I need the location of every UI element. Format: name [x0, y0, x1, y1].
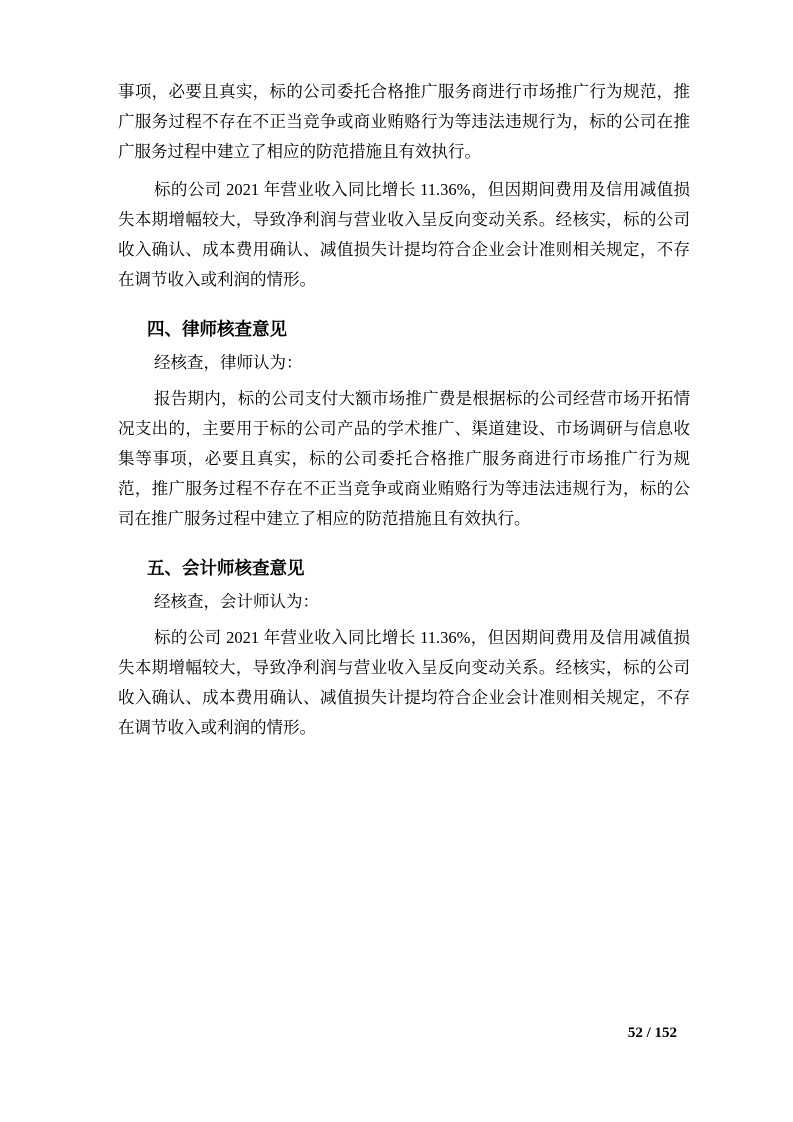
- section-heading-lawyer-opinion: 四、律师核查意见: [147, 319, 287, 339]
- page-content: [118, 77, 690, 751]
- lawyer-opinion-lead: 经核查，律师认为：: [154, 353, 303, 372]
- section-heading-accountant-opinion: 五、会计师核查意见: [147, 558, 305, 578]
- accountant-opinion-body: 标的公司 2021 年营业收入同比增长 11.36%，但因期间费用及信用减值损失本期增幅较大，导致净利润与营业收入呈反向变动关系。经核实，标的公司收入确认、成本费用确认、减值损失计提均符合企业会计准则相关规定，不存在调节收入或利润的情形。: [118, 628, 690, 737]
- page-number: 52 / 152: [627, 1025, 677, 1041]
- lawyer-opinion-body: 报告期内，标的公司支付大额市场推广费是根据标的公司经营市场开拓情况支出的，主要用于标的公司产品的学术推广、渠道建设、市场调研与信息收集等事项，必要且真实，标的公司委托合格推广服务商进行市场推广行为规范，推广服务过程不存在不正当竞争或商业贿赂行为等违法违规行为，标的公司在推广服务过程中建立了相应的防范措施且有效执行。: [118, 389, 690, 528]
- paragraph-revenue-analysis: 标的公司 2021 年营业收入同比增长 11.36%，但因期间费用及信用减值损失本期增幅较大，导致净利润与营业收入呈反向变动关系。经核实，标的公司收入确认、成本费用确认、减值损失计提均符合企业会计准则相关规定，不存在调节收入或利润的情形。: [118, 180, 690, 289]
- paragraph-carryover-promotion-compliance: 事项，必要且真实，标的公司委托合格推广服务商进行市场推广行为规范，推广服务过程不存在不正当竞争或商业贿赂行为等违法违规行为，标的公司在推广服务过程中建立了相应的防范措施且有效执行。: [118, 82, 690, 161]
- accountant-opinion-lead: 经核查，会计师认为：: [154, 592, 319, 611]
